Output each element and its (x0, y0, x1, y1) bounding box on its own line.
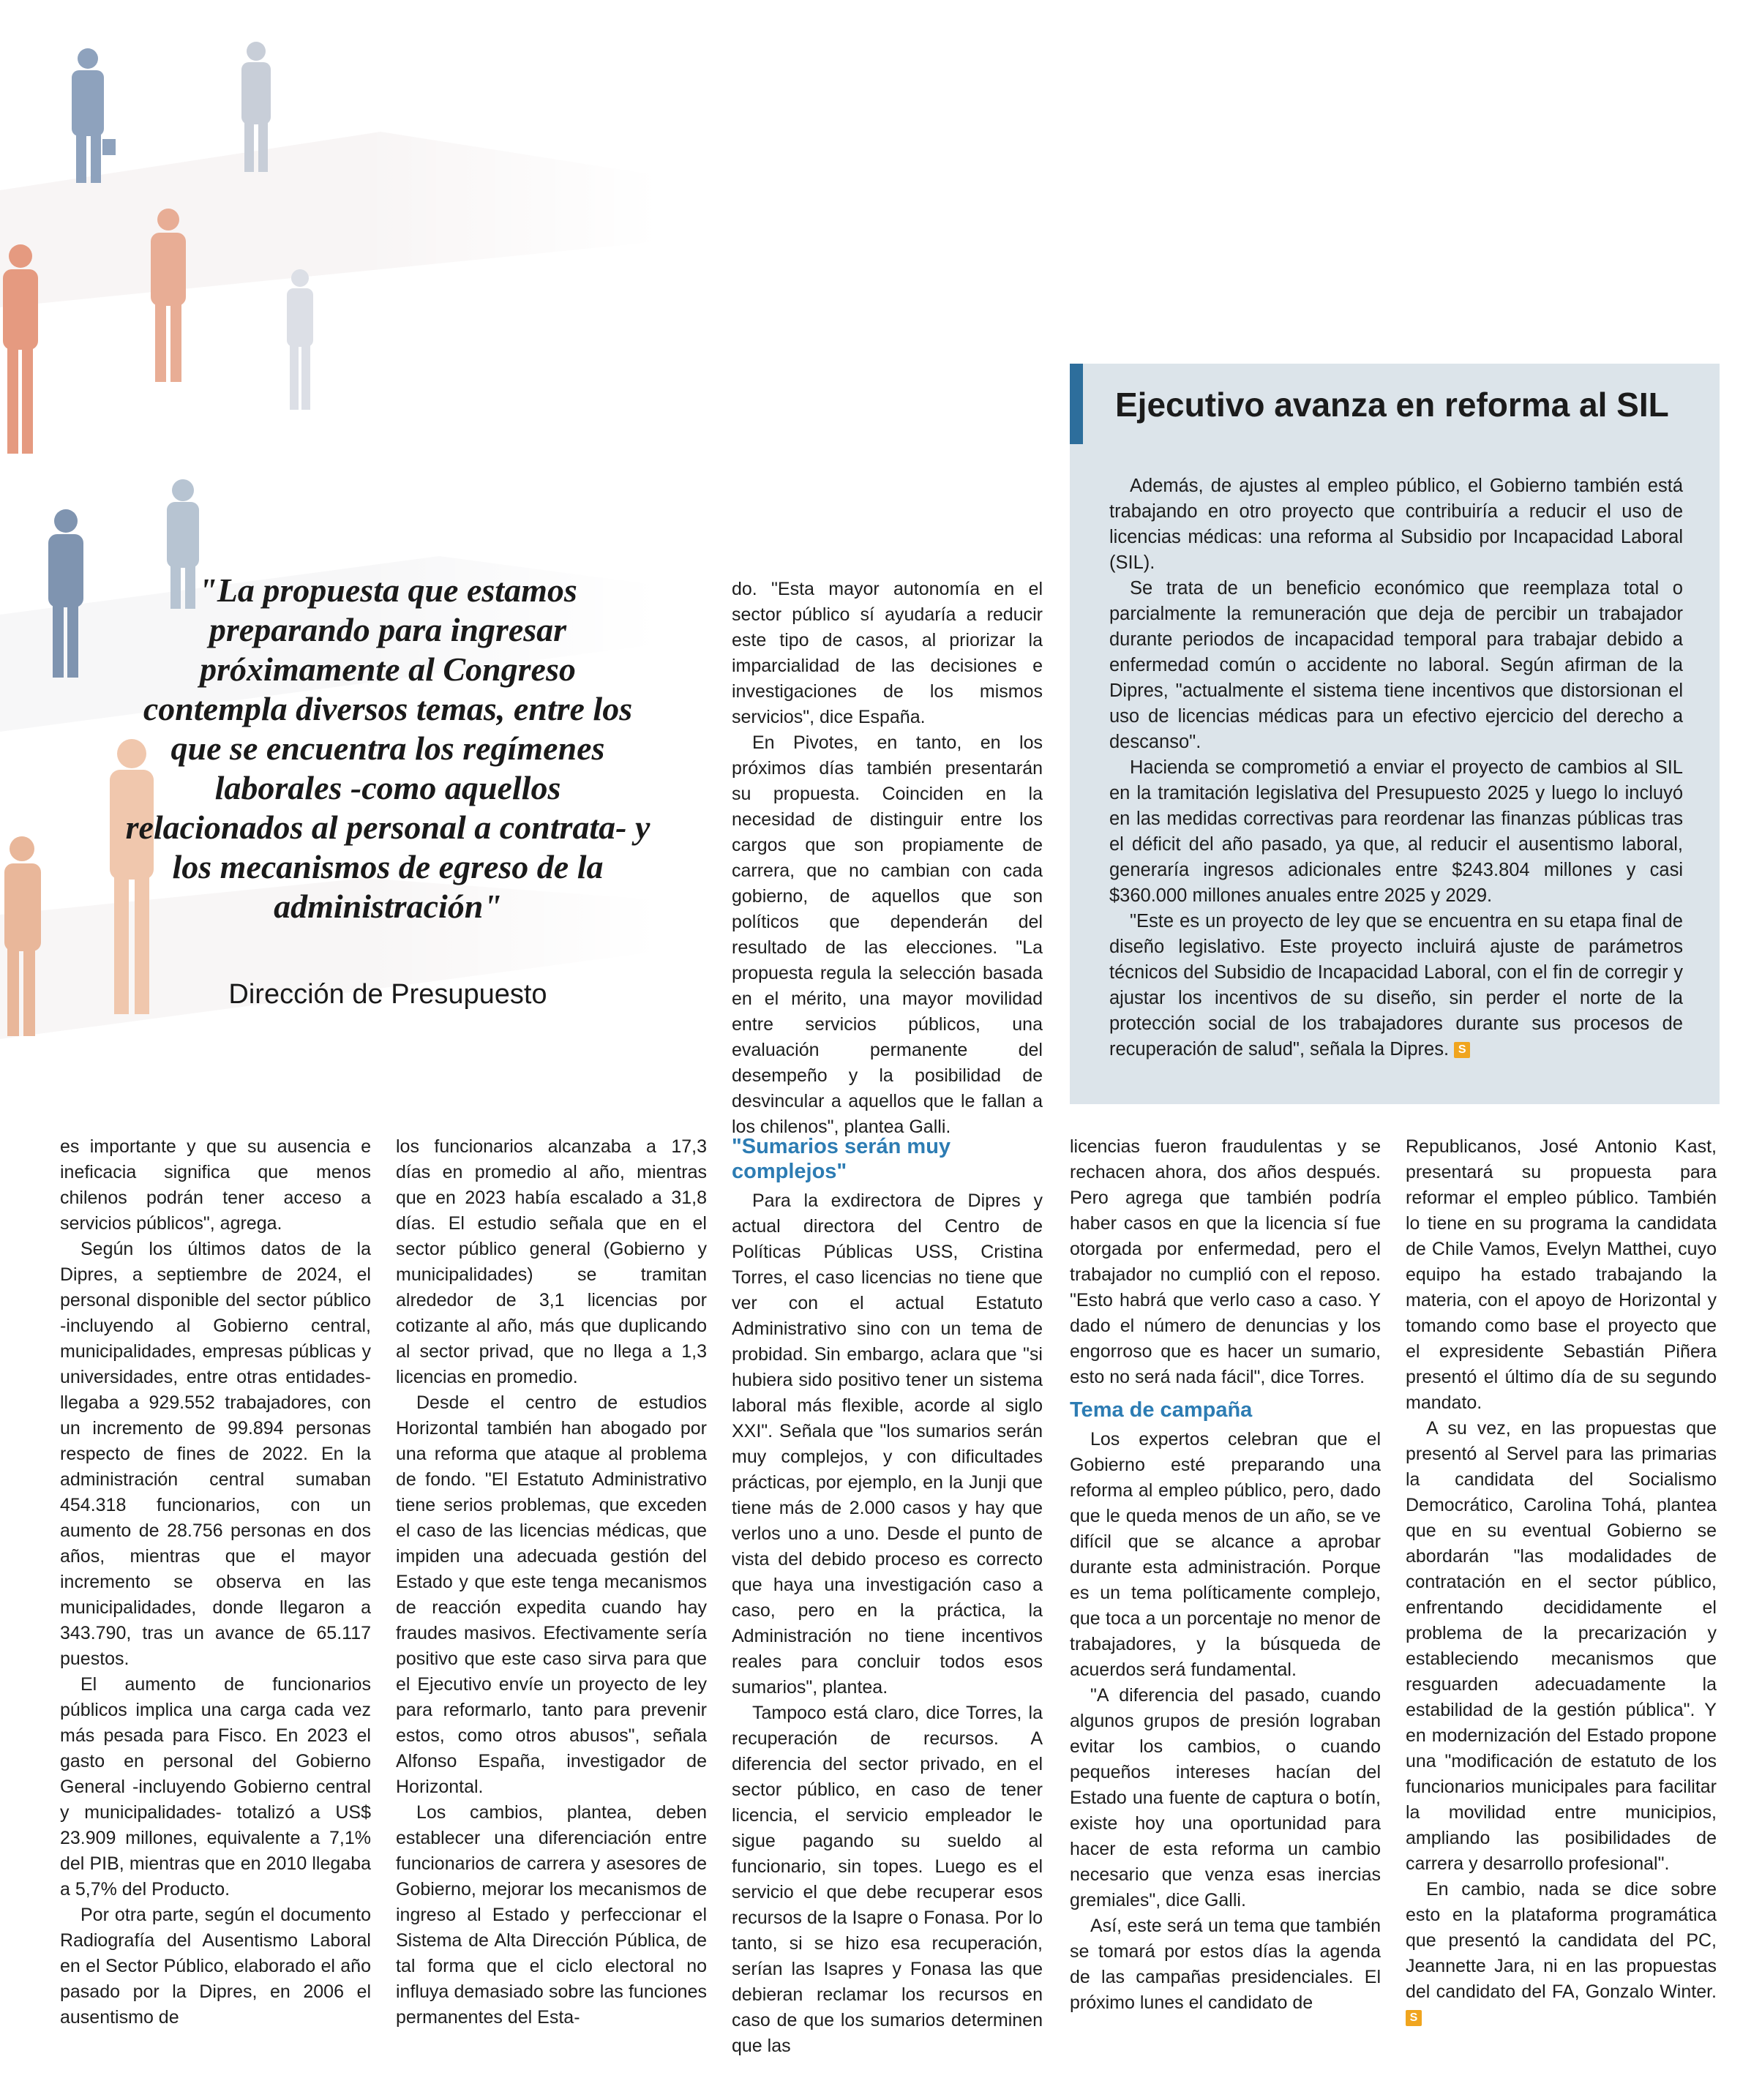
paragraph: Republicanos, José Antonio Kast, presentará su propuesta para reformar el empleo público. También lo tiene en su programa la candidata de Chile Vamos, Evelyn Matthei, cuyo equipo ha estado trabajando la materia, con el apoyo de Horizontal y tomando como base el proyecto que el expresidente Sebastián Piñera presentó el último día de su segundo mandato. (1406, 1136, 1717, 1413)
section-heading: Tema de campaña (1070, 1398, 1253, 1422)
sidebar-paragraph: Hacienda se comprometió a enviar el proyecto de cambios al SIL en la tramitación legislativa del Presupuesto 2025 y luego lo incluyó en las medidas correctivas para reordenar las finanzas públicas tras el déficit del año pasado, ya que, al reducir el ausentismo laboral, generaría ingresos adicionales entre $243.804 millones y casi $360.000 millones anuales entre 2025 y 2029. (1109, 757, 1683, 906)
paragraph: Según los últimos datos de la Dipres, a septiembre de 2024, el personal disponible del sector público -incluyendo al Gobierno central, municipalidades, empresas públicas y universidades, entre otras entidades- llegaba a 929.552 trabajadores, con un incremento de 99.894 personas respecto de fines de 2022. En la administración central sumaban 454.318 funcionarios, con un aumento de 28.756 personas en dos años, mientras que el mayor incremento se observa en las municipalidades, donde llegaron a 343.790, tras un avance de 65.117 puestos. (60, 1239, 371, 1669)
paragraph: es importante y que su ausencia e ineficacia significa que menos chilenos podrán tener acceso a servicios públicos", agrega. (60, 1136, 371, 1234)
sidebar-box (1070, 364, 1720, 1104)
paragraph: Los cambios, plantea, deben establecer una diferenciación entre funcionarios de carrera y asesores de Gobierno, mejorar los mecanismos de ingreso al Estado y perfeccionar el Sistema de Alta Dirección Pública, de tal forma que el ciclo electoral no influya demasiado sobre las funciones permanentes del Esta- (396, 1802, 707, 2028)
column-1 (60, 1134, 371, 2030)
column-5 (1406, 1134, 1717, 2030)
section-heading: "Sumarios serán muy complejos" (732, 1135, 951, 1183)
paragraph-text: En cambio, nada se dice sobre esto en la plataforma programática que presentó la candidata del PC, Jeannette Jara, ni en las propuestas del candidato del FA, Gonzalo Winter. (1406, 1879, 1717, 2002)
sidebar-body (1109, 473, 1683, 1062)
paragraph: Para la exdirectora de Dipres y actual directora del Centro de Políticas Públicas USS, Cristina Torres, el caso licencias no tiene que ver con el actual Estatuto Administrativo sino con un tema de probidad. Sin embargo, aclara que "si hubiera sido positivo tener un sistema laboral más flexible, acorde al siglo XXI". Señala que "los sumarios serán muy complejos, y con dificultades prácticas, por ejemplo, en la Junji que tiene más de 2.000 casos y hay que verlos uno a uno. Desde el punto de vista del debido proceso es correcto que haya una investigación caso a caso, pero en la práctica, la Administración no tiene incentivos reales para concluir todos esos sumarios", plantea. (732, 1190, 1043, 1698)
paragraph: "A diferencia del pasado, cuando algunos grupos de presión lograban evitar los cambios, o cuando pequeños intereses hacían del Estado una fuente de captura o botín, existe hoy una oportunidad para hacer de esta reforma un cambio necesario que venza esas inercias gremiales", dice Galli. (1070, 1685, 1381, 1910)
column-4 (1070, 1134, 1381, 2016)
paragraph: Los expertos celebran que el Gobierno esté preparando una reforma al empleo público, pero, dado que le queda menos de un año, se ve difícil que se alcance a aprobar durante esta administración. Porque es un tema políticamente complejo, que toca a un porcentaje no menor de trabajadores, y la búsqueda de acuerdos será fundamental. (1070, 1429, 1381, 1680)
quote-attribution: Dirección de Presupuesto (228, 979, 547, 1010)
paragraph: Desde el centro de estudios Horizontal también han abogado por una reforma que ataque al problema de fondo. "El Estatuto Administrativo tiene serios problemas, que exceden el caso de las licencias médicas, que impiden una adecuada gestión del Estado y que este tenga mecanismos de reacción expedita cuando hay fraudes masivos. Efectivamente sería positivo que este caso sirva para que el Ejecutivo envíe un proyecto de ley para reformarlo, tanto para prevenir estos, como otros abusos", señala Alfonso España, investigador de Horizontal. (396, 1392, 707, 1797)
paragraph: El aumento de funcionarios públicos implica una carga cada vez más pesada para Fisco. En 2023 el gasto en personal del Gobierno General -incluyendo Gobierno central y municipalidades- totalizó a US$ 23.909 millones, equivalente a 7,1% del PIB, mientras que en 2010 llegaba a 5,7% del Producto. (60, 1674, 371, 1900)
upper-column (732, 577, 1043, 1140)
sidebar-title: Ejecutivo avanza en reforma al SIL (1115, 386, 1669, 424)
end-mark-icon: S (1406, 2010, 1422, 2026)
paragraph: do. "Esta mayor autonomía en el sector público sí ayudaría a reducir este tipo de casos, al priorizar la imparcialidad de las decisiones e investigaciones de los mismos servicios", dice España. (732, 579, 1043, 727)
sidebar-paragraph: Se trata de un beneficio económico que reemplaza total o parcialmente la remuneración que deja de percibir un trabajador durante periodos de incapacidad temporal para trabajar debido a enfermedad común o accidente no laboral. Según afirman de la Dipres, "actualmente el sistema tiene incentivos que distorsionan el uso de licencias médicas para un efectivo ejercicio del derecho a descanso". (1109, 578, 1683, 752)
sidebar-accent-bar (1070, 364, 1083, 444)
paragraph: Así, este será un tema que también se tomará por estos días la agenda de las campañas presidenciales. El próximo lunes el candidato de (1070, 1916, 1381, 2013)
pull-quote: "La propuesta que estamos preparando para ingresar próximamente al Congreso contempla diversos temas, entre los que se encuentra los regímenes laborales -como aquellos relacionados al personal a contrata- y los mecanismos de egreso de la administración" (125, 571, 651, 925)
paragraph: los funcionarios alcanzaba a 17,3 días en promedio al año, mientras que en 2023 había escalado a 31,8 días. El estudio señala que en el sector público general (Gobierno y municipalidades) se tramitan alrededor de 3,1 licencias por cotizante al año, más que duplicando al sector privad, que no llega a 1,3 licencias en promedio. (396, 1136, 707, 1387)
paragraph (1406, 1877, 1717, 2030)
paragraph: Tampoco está claro, dice Torres, la recuperación de recursos. A diferencia del sector privado, en el sector público, en caso de tener licencia, el servicio empleador le sigue pagando su sueldo al funcionario, sin topes. Luego es el servicio el que debe recuperar esos recursos de la Isapre o Fonasa. Por lo tanto, si se hizo esa recuperación, serían las Isapres y Fonasa las que debieran reclamar los recursos en caso de que los sumarios determinen que las (732, 1703, 1043, 2056)
sidebar-paragraph-text: "Este es un proyecto de ley que se encuentra en su etapa final de diseño legislativo. Este proyecto incluirá ajuste de parámetros técnicos del Subsidio de Incapacidad Laboral, con el fin de corregir y ajustar los incentivos de su diseño, sin perder el norte de la protección social de los trabajadores durante sus procesos de recuperación de salud", señala la Dipres. (1109, 911, 1683, 1060)
paragraph: Por otra parte, según el documento Radiografía del Ausentismo Laboral en el Sector Público, elaborado el año pasado por la Dipres, en 2006 el ausentismo de (60, 1905, 371, 2028)
paragraph: En Pivotes, en tanto, en los próximos días también presentarán su propuesta. Coinciden en la necesidad de distinguir entre los cargos que son propiamente de carrera, que no cambian con cada gobierno, de aquellos que son políticos que dependerán del resultado de las elecciones. "La propuesta regula la selección basada en el mérito, una mayor movilidad entre servicios públicos, una evaluación permanente del desempeño y la posibilidad de desvincular a aquellos que le fallan a los chilenos", plantea Galli. (732, 732, 1043, 1137)
column-2 (396, 1134, 707, 2030)
column-3 (732, 1134, 1043, 2059)
paragraph: licencias fueron fraudulentas y se rechacen ahora, dos años después. Pero agrega que también podría haber casos en que la licencia sí fue otorgada por enfermedad, pero el trabajador no cumplió con el reposo. "Esto habrá que verlo caso a caso. Y dado el número de denuncias y los engorroso que es hacer un sumario, esto no será nada fácil", dice Torres. (1070, 1136, 1381, 1387)
paragraph: A su vez, en las propuestas que presentó al Servel para las primarias la candidata del Socialismo Democrático, Carolina Tohá, plantea que en su eventual Gobierno se abordarán "las modalidades de contratación en el sector público, enfrentando decididamente el problema de la precarización y estableciendo mecanismos que resguarden adecuadamente la estabilidad de la gestión pública". Y en modernización del Estado propone una "modificación de estatuto de los funcionarios municipales para facilitar la movilidad entre municipios, ampliando las posibilidades de carrera y desarrollo profesional". (1406, 1418, 1717, 1874)
sidebar-paragraph (1109, 909, 1683, 1062)
end-mark-icon: S (1454, 1042, 1470, 1058)
sidebar-paragraph: Además, de ajustes al empleo público, el Gobierno también está trabajando en otro proyecto que contribuiría a reducir el uso de licencias médicas: una reforma al Subsidio por Incapacidad Laboral (SIL). (1109, 476, 1683, 573)
